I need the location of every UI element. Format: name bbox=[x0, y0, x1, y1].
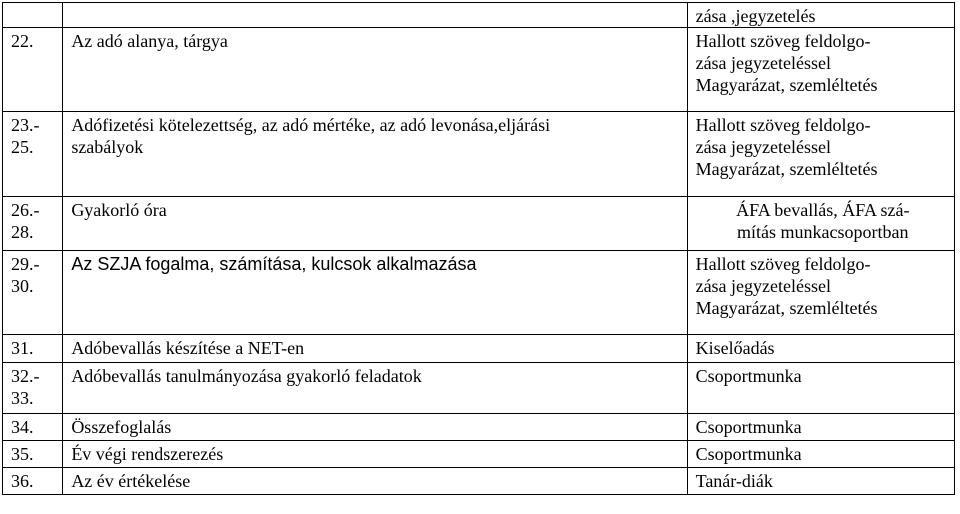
lesson-topic-text: Év végi rendszerezés bbox=[71, 444, 224, 464]
lesson-number-cell: 26.- 28. bbox=[3, 197, 63, 251]
lesson-number-cell: 23.- 25. bbox=[3, 112, 63, 197]
teaching-method-cell bbox=[687, 197, 954, 251]
teaching-method-text: mítás munkacsoportban bbox=[737, 222, 909, 242]
teaching-method-cell bbox=[687, 363, 954, 414]
teaching-method-text: Hallott szöveg feldolgo- bbox=[695, 31, 871, 51]
lesson-topic-text: szabályok bbox=[71, 137, 144, 157]
teaching-method-text: Csoportmunka bbox=[695, 366, 802, 386]
teaching-method-text: zása jegyzeteléssel bbox=[695, 276, 831, 296]
teaching-method-text: zása ,jegyzetelés bbox=[695, 6, 816, 26]
table-row bbox=[3, 112, 955, 197]
lesson-topic-text: Összefoglalás bbox=[71, 417, 172, 437]
lesson-number-cell: 22. bbox=[3, 28, 63, 112]
teaching-method-cell bbox=[687, 441, 954, 468]
lesson-topic-cell bbox=[63, 251, 687, 335]
table-row bbox=[3, 3, 955, 28]
lesson-topic-cell bbox=[63, 441, 687, 468]
lesson-topic-cell bbox=[63, 414, 687, 441]
teaching-method-text: Csoportmunka bbox=[695, 444, 802, 464]
lesson-topic-text: Az év értékelése bbox=[71, 471, 191, 491]
table-row bbox=[3, 197, 955, 251]
teaching-method-text: zása jegyzeteléssel bbox=[695, 137, 831, 157]
table-row bbox=[3, 28, 955, 112]
lesson-number-cell: 34. bbox=[3, 414, 63, 441]
teaching-method-text: Kiselőadás bbox=[695, 338, 775, 358]
lesson-number-cell: 32.- 33. bbox=[3, 363, 63, 414]
table-row bbox=[3, 414, 955, 441]
teaching-method-text: Magyarázat, szemléltetés bbox=[695, 75, 878, 95]
lesson-topic-text: Adófizetési kötelezettség, az adó mértéke, az adó levonása,eljárási bbox=[71, 115, 551, 135]
lesson-topic-text: Gyakorló óra bbox=[71, 200, 167, 220]
teaching-method-text: zása jegyzeteléssel bbox=[695, 53, 831, 73]
teaching-method-text: Csoportmunka bbox=[695, 417, 802, 437]
teaching-method-text: Magyarázat, szemléltetés bbox=[695, 159, 878, 179]
lesson-number-cell: 29.- 30. bbox=[3, 251, 63, 335]
teaching-method-text: Tanár-diák bbox=[695, 471, 773, 491]
curriculum-table bbox=[2, 2, 955, 495]
teaching-method-text: ÁFA bevallás, ÁFA szá- bbox=[736, 200, 910, 220]
lesson-topic-cell bbox=[63, 3, 687, 28]
teaching-method-cell bbox=[687, 251, 954, 335]
table-row bbox=[3, 363, 955, 414]
table-row bbox=[3, 441, 955, 468]
table-row bbox=[3, 468, 955, 495]
lesson-number-cell: 31. bbox=[3, 335, 63, 363]
lesson-topic-cell bbox=[63, 28, 687, 112]
teaching-method-cell bbox=[687, 414, 954, 441]
lesson-topic-text: Az SZJA fogalma, számítása, kulcsok alkalmazása bbox=[71, 254, 477, 274]
curriculum-table-body bbox=[3, 3, 955, 495]
lesson-number-cell: 35. bbox=[3, 441, 63, 468]
teaching-method-cell bbox=[687, 28, 954, 112]
teaching-method-text: Hallott szöveg feldolgo- bbox=[695, 115, 871, 135]
table-row bbox=[3, 335, 955, 363]
teaching-method-cell bbox=[687, 335, 954, 363]
lesson-topic-cell bbox=[63, 468, 687, 495]
lesson-number-cell bbox=[3, 3, 63, 28]
lesson-topic-text: Az adó alanya, tárgya bbox=[71, 31, 228, 51]
teaching-method-text: Hallott szöveg feldolgo- bbox=[695, 254, 871, 274]
teaching-method-cell bbox=[687, 468, 954, 495]
teaching-method-cell bbox=[687, 3, 954, 28]
table-row bbox=[3, 251, 955, 335]
teaching-method-text: Magyarázat, szemléltetés bbox=[695, 298, 878, 318]
lesson-topic-text: Adóbevallás tanulmányozása gyakorló feladatok bbox=[71, 366, 422, 386]
lesson-number-cell: 36. bbox=[3, 468, 63, 495]
lesson-topic-text: Adóbevallás készítése a NET-en bbox=[71, 338, 305, 358]
lesson-topic-cell bbox=[63, 335, 687, 363]
lesson-topic-cell bbox=[63, 363, 687, 414]
lesson-topic-cell bbox=[63, 197, 687, 251]
lesson-topic-cell bbox=[63, 112, 687, 197]
teaching-method-cell bbox=[687, 112, 954, 197]
